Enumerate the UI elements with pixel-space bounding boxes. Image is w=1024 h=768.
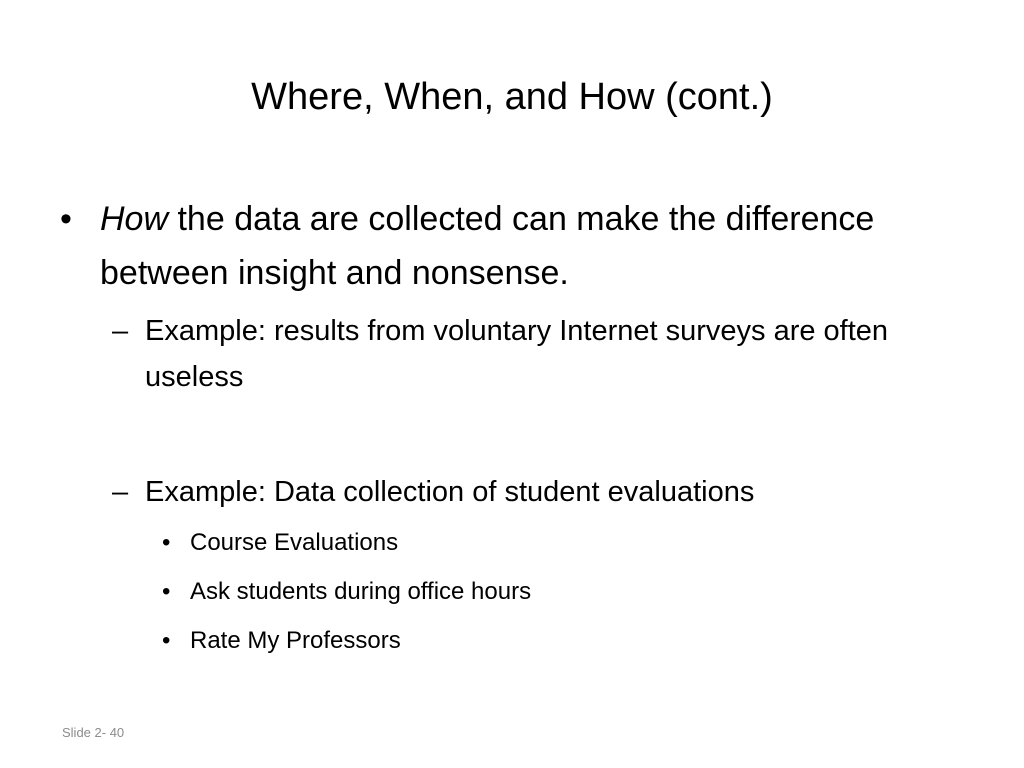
slide-title: Where, When, and How (cont.) [251,76,773,118]
bullet-icon: • [162,627,171,654]
dash-icon: – [112,315,129,347]
emphasis-text: How [100,200,169,238]
bullet-icon: • [60,200,72,238]
sub-sub-bullet-text: Ask students during office hours [190,578,532,605]
sub-bullet-text: Example: Data collection of student evaluations [145,476,755,508]
bullet-text-rest: the data are collected can make the difference between insight and nonsense. [100,200,875,292]
bullet-icon: • [162,529,171,556]
bullet-icon: • [162,578,171,605]
sub-sub-bullet-text: Rate My Professors [190,627,401,654]
bullet-text [100,192,920,300]
sub-sub-bullet-text: Course Evaluations [190,529,399,556]
slide-number: Slide 2- 40 [62,725,125,740]
dash-icon: – [112,476,129,508]
sub-bullet-text: Example: results from voluntary Internet surveys are often useless [145,315,889,393]
